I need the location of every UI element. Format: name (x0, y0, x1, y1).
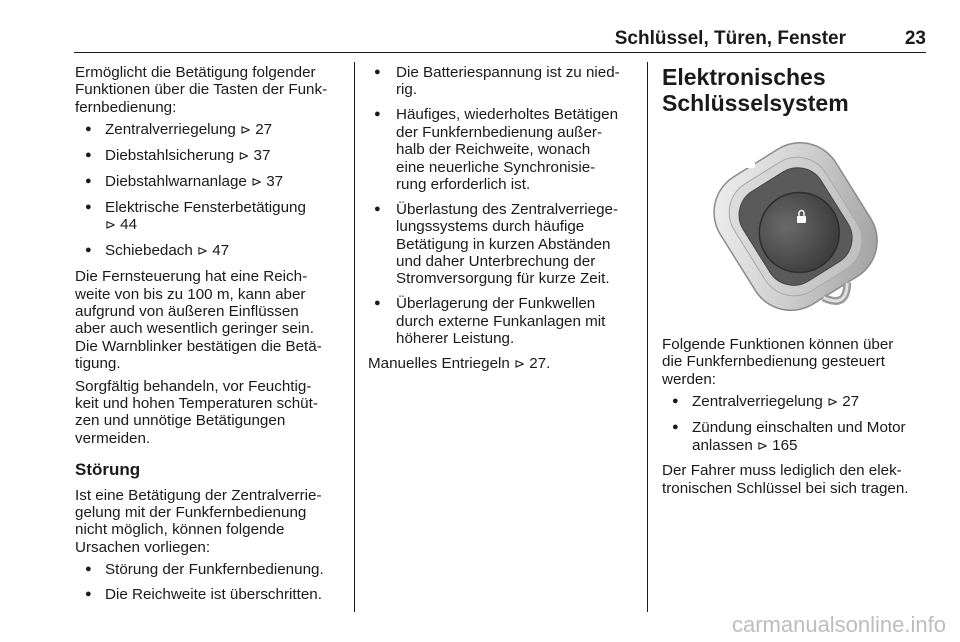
list-item: ● Überlagerung der Funkwellen durch externe Funkanlagen mit höherer Leistung. (368, 295, 640, 347)
closing-paragraph: Der Fahrer muss lediglich den elek- tronischen Schlüssel bei sich tragen. (662, 462, 909, 497)
list-item: ● Schiebedach ⊳ 47 (75, 242, 347, 260)
xref-triangle-icon[interactable]: ⊳ (251, 175, 262, 191)
xref-triangle-icon[interactable]: ⊳ (197, 244, 208, 260)
page-ref[interactable]: 27 (255, 121, 273, 139)
column-1 (75, 64, 347, 611)
xref-triangle-icon[interactable]: ⊳ (514, 357, 525, 373)
key-fob-image (662, 124, 927, 324)
list-item: ● Häufiges, wiederholtes Betätigen der Funkfernbedienung außer- halb der Reichweite, wonach eine neuerliche Synchronisie- rung erforderlich ist. (368, 106, 640, 193)
watermark: carmanualsonline.info (731, 612, 946, 637)
section-heading-keysystem: Elektronisches Schlüsselsystem (662, 64, 849, 116)
page-ref[interactable]: 37 (266, 173, 284, 191)
page-ref[interactable]: 47 (212, 242, 230, 260)
page-number: 23 (904, 28, 926, 49)
fault-paragraph: Ist eine Betätigung der Zentralverrie- gelung mit der Funkfernbedienung nicht möglich, können folgende Ursachen vorliegen: (75, 486, 322, 556)
text-line: fernbedienung: (75, 98, 177, 116)
section-heading-fault: Störung (75, 460, 141, 480)
xref-triangle-icon[interactable]: ⊳ (238, 149, 250, 165)
page-ref[interactable]: 165 (772, 436, 798, 454)
list-item: ● Überlastung des Zentralverriege- lungssystems durch häufige Betätigung in kurzen Abständen und daher Unterbrechung der Stromversorgung für kurze Zeit. (368, 201, 640, 288)
unlock-icon (745, 154, 755, 168)
page-ref[interactable]: 27 (842, 393, 860, 411)
text-line: Funktionen über die Tasten der Funk- (75, 81, 328, 99)
xref-triangle-icon[interactable]: ⊳ (105, 218, 116, 234)
list-item: ● Elektrische Fensterbetätigung ⊳ 44 (75, 199, 347, 235)
column-divider-1 (354, 62, 355, 612)
list-item: ● Zentralverriegelung ⊳ 27 (662, 393, 928, 411)
list-item: ● Diebstahlwarnanlage ⊳ 37 (75, 173, 347, 191)
intro-paragraph: Folgende Funktionen können über die Funkfernbedienung gesteuert werden: (662, 336, 894, 388)
xref-triangle-icon[interactable]: ⊳ (757, 438, 768, 454)
page-header (74, 26, 926, 53)
manual-unlock-line: Manuelles Entriegeln ⊳ 27. (368, 355, 551, 373)
xref-triangle-icon[interactable]: ⊳ (240, 123, 251, 139)
list-item: ● Diebstahlsicherung ⊳ 37 (75, 147, 347, 165)
list-item: ● Die Batteriespannung ist zu nied- rig. (368, 64, 640, 99)
column-3 (662, 64, 928, 502)
column-divider-2 (647, 62, 648, 612)
column-2 (368, 64, 640, 379)
care-paragraph: Sorgfältig behandeln, vor Feuchtig- keit und hohen Temperaturen schüt- zen und unnötige Betätigungen vermeiden. (75, 377, 318, 447)
intro-paragraph (75, 64, 347, 116)
list-item: ● Die Reichweite ist überschritten. (75, 586, 347, 603)
range-paragraph: Die Fernsteuerung hat eine Reich- weite von bis zu 100 m, kann aber aufgrund von äußeren Einflüssen aber auch wesentlich geringer sein. Die Warnblinker bestätigen die Betä- tigung. (75, 268, 322, 373)
page-ref[interactable]: 27. (529, 355, 551, 373)
text-line: Ermöglicht die Betätigung folgender (75, 64, 316, 81)
list-item: ● Zündung einschalten und Motor anlassen ⊳ 165 (662, 419, 928, 455)
list-item: ● Störung der Funkfernbedienung. (75, 561, 347, 578)
key-fob-illustration (662, 124, 927, 324)
page-title: Schlüssel, Türen, Fenster (614, 28, 846, 49)
list-item: ● Zentralverriegelung ⊳ 27 (75, 121, 347, 139)
page-ref[interactable]: 44 (120, 216, 138, 234)
xref-triangle-icon[interactable]: ⊳ (827, 395, 838, 411)
page-ref[interactable]: 37 (253, 147, 271, 165)
